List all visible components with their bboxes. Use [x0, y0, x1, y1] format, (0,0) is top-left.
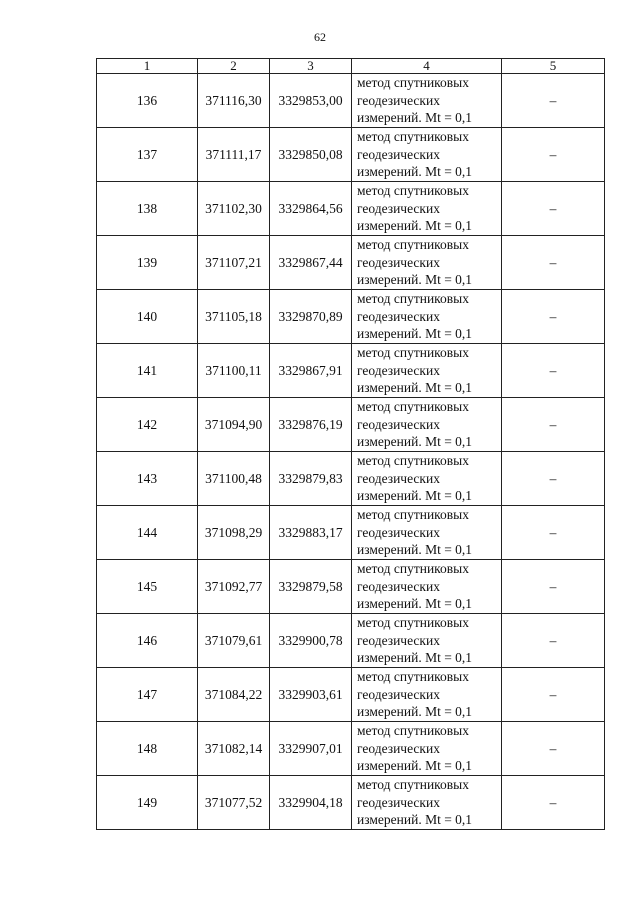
table-row	[97, 128, 605, 182]
table-row	[97, 398, 605, 452]
method-line: геодезических	[357, 92, 440, 108]
x-coordinate-cell: 371111,17	[198, 128, 270, 182]
method-line: метод спутниковых	[357, 669, 469, 685]
method-line: геодезических	[357, 308, 440, 324]
y-coordinate-cell: 3329876,19	[270, 398, 352, 452]
method-line: метод спутниковых	[357, 723, 469, 739]
point-number-cell: 148	[97, 722, 198, 776]
note-cell: –	[502, 74, 605, 128]
note-cell: –	[502, 668, 605, 722]
note-cell: –	[502, 614, 605, 668]
x-coordinate-cell: 371077,52	[198, 776, 270, 830]
note-cell: –	[502, 776, 605, 830]
method-line: метод спутниковых	[357, 129, 469, 145]
x-coordinate-cell: 371116,30	[198, 74, 270, 128]
note-cell: –	[502, 182, 605, 236]
method-line: измерений. Mt = 0,1	[357, 596, 473, 612]
method-line: геодезических	[357, 794, 440, 810]
point-number-cell: 147	[97, 668, 198, 722]
method-line: метод спутниковых	[357, 777, 469, 793]
x-coordinate-cell: 371082,14	[198, 722, 270, 776]
table-row	[97, 776, 605, 830]
table-row	[97, 614, 605, 668]
method-cell	[352, 614, 502, 668]
y-coordinate-cell: 3329867,91	[270, 344, 352, 398]
x-coordinate-cell: 371094,90	[198, 398, 270, 452]
method-line: измерений. Mt = 0,1	[357, 164, 473, 180]
table-row	[97, 668, 605, 722]
table-body	[97, 74, 605, 830]
method-cell	[352, 128, 502, 182]
method-line: измерений. Mt = 0,1	[357, 758, 473, 774]
method-cell	[352, 344, 502, 398]
header-col-4: 4	[352, 59, 502, 74]
x-coordinate-cell: 371079,61	[198, 614, 270, 668]
y-coordinate-cell: 3329907,01	[270, 722, 352, 776]
header-col-3: 3	[270, 59, 352, 74]
note-cell: –	[502, 128, 605, 182]
table-row	[97, 506, 605, 560]
note-cell: –	[502, 398, 605, 452]
method-line: измерений. Mt = 0,1	[357, 704, 473, 720]
method-line: геодезических	[357, 146, 440, 162]
x-coordinate-cell: 371100,11	[198, 344, 270, 398]
method-line: геодезических	[357, 470, 440, 486]
method-line: метод спутниковых	[357, 291, 469, 307]
method-line: геодезических	[357, 254, 440, 270]
method-line: метод спутниковых	[357, 345, 469, 361]
note-cell: –	[502, 506, 605, 560]
method-line: геодезических	[357, 686, 440, 702]
y-coordinate-cell: 3329883,17	[270, 506, 352, 560]
note-cell: –	[502, 722, 605, 776]
method-line: метод спутниковых	[357, 453, 469, 469]
method-cell	[352, 722, 502, 776]
method-cell	[352, 74, 502, 128]
method-line: геодезических	[357, 200, 440, 216]
table-row	[97, 344, 605, 398]
method-line: измерений. Mt = 0,1	[357, 272, 473, 288]
x-coordinate-cell: 371098,29	[198, 506, 270, 560]
method-line: геодезических	[357, 416, 440, 432]
method-line: метод спутниковых	[357, 615, 469, 631]
method-cell	[352, 452, 502, 506]
page-number: 62	[314, 30, 326, 44]
point-number-cell: 145	[97, 560, 198, 614]
point-number-cell: 136	[97, 74, 198, 128]
method-line: измерений. Mt = 0,1	[357, 380, 473, 396]
header-col-1: 1	[97, 59, 198, 74]
method-cell	[352, 182, 502, 236]
table-row	[97, 290, 605, 344]
x-coordinate-cell: 371105,18	[198, 290, 270, 344]
point-number-cell: 142	[97, 398, 198, 452]
method-cell	[352, 236, 502, 290]
method-line: метод спутниковых	[357, 561, 469, 577]
method-line: измерений. Mt = 0,1	[357, 326, 473, 342]
note-cell: –	[502, 236, 605, 290]
y-coordinate-cell: 3329879,58	[270, 560, 352, 614]
method-cell	[352, 668, 502, 722]
method-line: метод спутниковых	[357, 75, 469, 91]
header-col-5: 5	[502, 59, 605, 74]
table-row	[97, 182, 605, 236]
table-row	[97, 722, 605, 776]
method-cell	[352, 560, 502, 614]
method-line: измерений. Mt = 0,1	[357, 434, 473, 450]
method-line: метод спутниковых	[357, 237, 469, 253]
method-line: метод спутниковых	[357, 183, 469, 199]
table-header-row	[97, 59, 605, 74]
table-row	[97, 236, 605, 290]
method-line: измерений. Mt = 0,1	[357, 218, 473, 234]
table-row	[97, 560, 605, 614]
point-number-cell: 140	[97, 290, 198, 344]
y-coordinate-cell: 3329904,18	[270, 776, 352, 830]
point-number-cell: 146	[97, 614, 198, 668]
y-coordinate-cell: 3329850,08	[270, 128, 352, 182]
method-cell	[352, 290, 502, 344]
table-row	[97, 452, 605, 506]
y-coordinate-cell: 3329864,56	[270, 182, 352, 236]
point-number-cell: 139	[97, 236, 198, 290]
method-cell	[352, 506, 502, 560]
method-line: измерений. Mt = 0,1	[357, 110, 473, 126]
method-line: метод спутниковых	[357, 507, 469, 523]
y-coordinate-cell: 3329870,89	[270, 290, 352, 344]
note-cell: –	[502, 290, 605, 344]
point-number-cell: 144	[97, 506, 198, 560]
point-number-cell: 138	[97, 182, 198, 236]
x-coordinate-cell: 371100,48	[198, 452, 270, 506]
note-cell: –	[502, 344, 605, 398]
y-coordinate-cell: 3329853,00	[270, 74, 352, 128]
point-number-cell: 143	[97, 452, 198, 506]
y-coordinate-cell: 3329867,44	[270, 236, 352, 290]
method-line: геодезических	[357, 362, 440, 378]
point-number-cell: 141	[97, 344, 198, 398]
note-cell: –	[502, 452, 605, 506]
x-coordinate-cell: 371092,77	[198, 560, 270, 614]
method-line: измерений. Mt = 0,1	[357, 488, 473, 504]
method-line: геодезических	[357, 632, 440, 648]
x-coordinate-cell: 371084,22	[198, 668, 270, 722]
method-line: метод спутниковых	[357, 399, 469, 415]
x-coordinate-cell: 371102,30	[198, 182, 270, 236]
method-line: геодезических	[357, 740, 440, 756]
method-cell	[352, 398, 502, 452]
coordinates-table	[96, 58, 605, 830]
header-col-2: 2	[198, 59, 270, 74]
x-coordinate-cell: 371107,21	[198, 236, 270, 290]
method-line: измерений. Mt = 0,1	[357, 542, 473, 558]
method-line: геодезических	[357, 524, 440, 540]
note-cell: –	[502, 560, 605, 614]
y-coordinate-cell: 3329903,61	[270, 668, 352, 722]
y-coordinate-cell: 3329900,78	[270, 614, 352, 668]
table-row	[97, 74, 605, 128]
method-cell	[352, 776, 502, 830]
method-line: геодезических	[357, 578, 440, 594]
y-coordinate-cell: 3329879,83	[270, 452, 352, 506]
method-line: измерений. Mt = 0,1	[357, 650, 473, 666]
point-number-cell: 149	[97, 776, 198, 830]
point-number-cell: 137	[97, 128, 198, 182]
method-line: измерений. Mt = 0,1	[357, 812, 473, 828]
